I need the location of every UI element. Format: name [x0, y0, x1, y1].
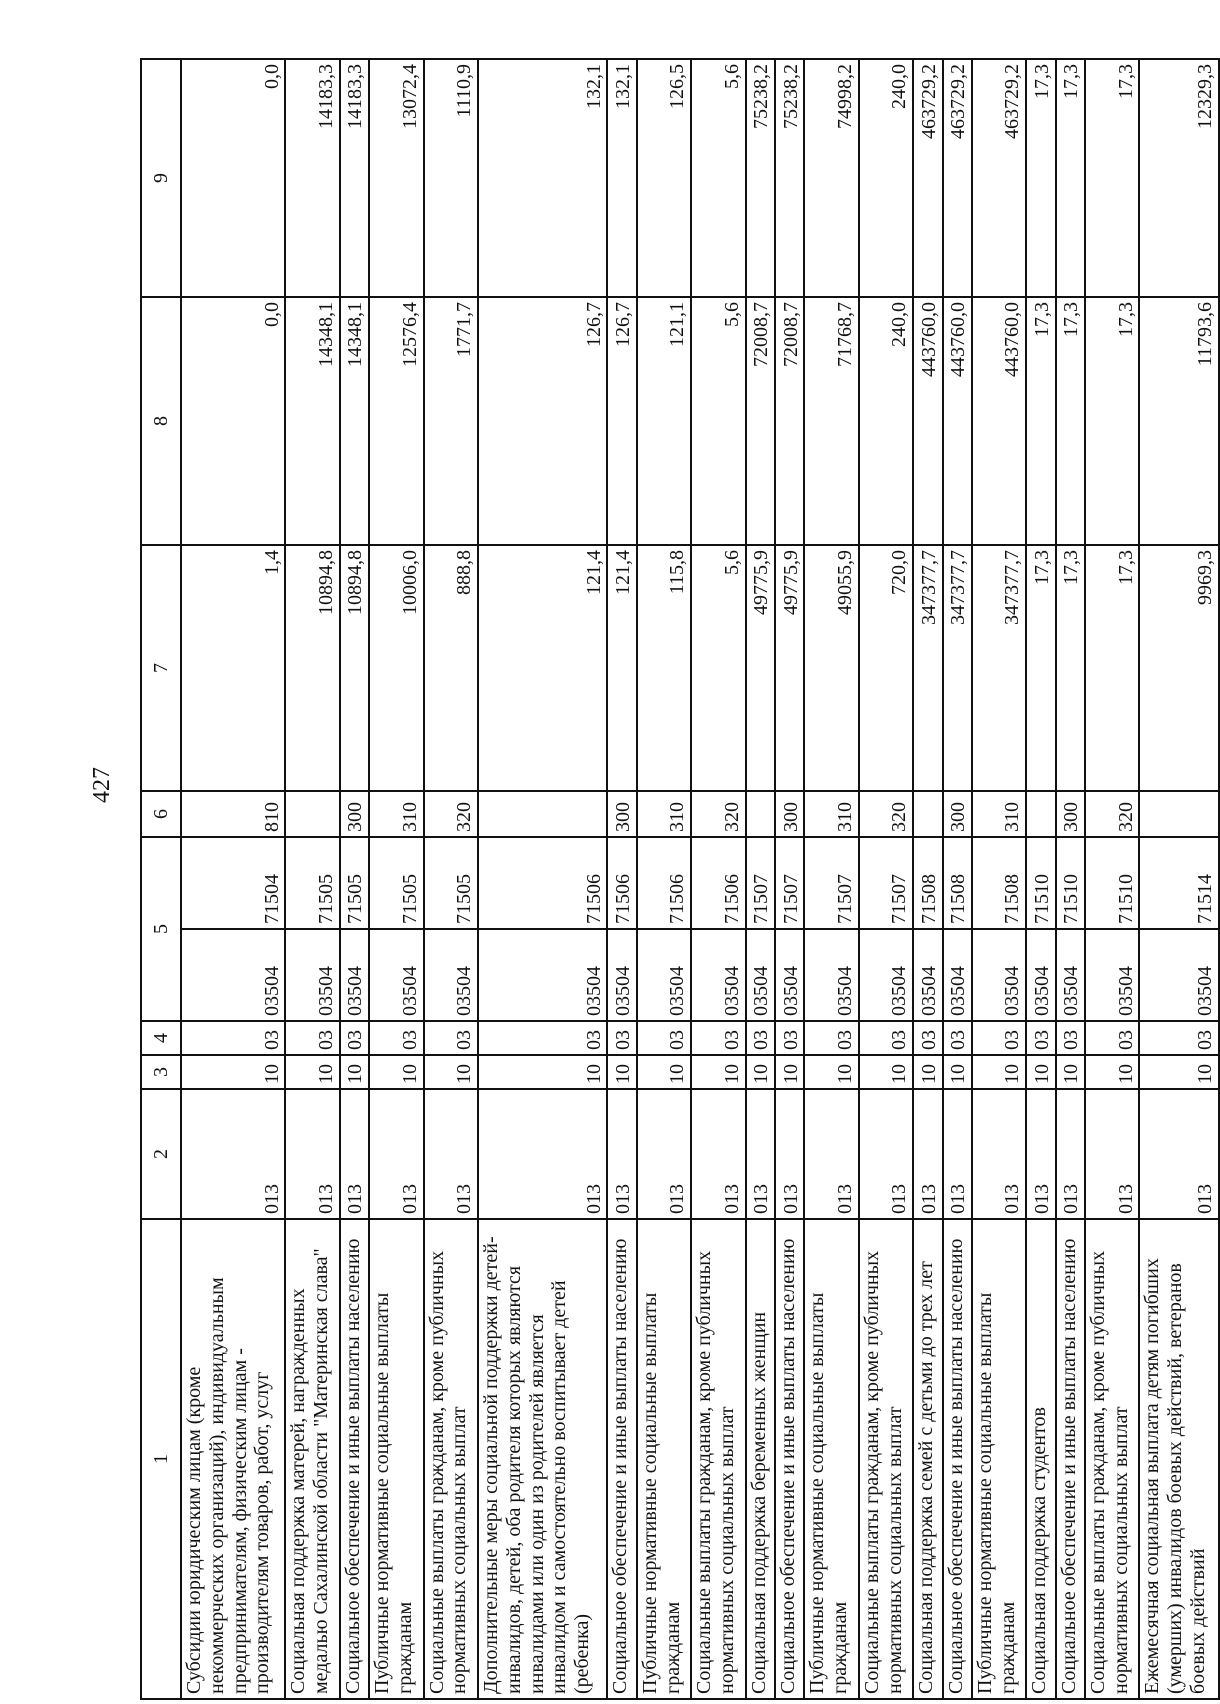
cell-subsection: 03: [637, 1021, 691, 1055]
cell-amount-col7: 720,0: [859, 545, 913, 791]
cell-amount-col7: 1,4: [181, 545, 285, 791]
header-col-3: 3: [141, 1055, 181, 1089]
cell-expense-type: 310: [637, 791, 691, 837]
cell-subsection: 03: [424, 1021, 478, 1055]
cell-amount-col7: 49775,9: [775, 545, 804, 791]
cell-amount-col7: 17,3: [1085, 545, 1139, 791]
cell-section: 10: [913, 1055, 942, 1089]
cell-section: 10: [775, 1055, 804, 1089]
cell-name: Социальные выплаты гражданам, кроме публичных нормативных социальных выплат: [691, 1219, 745, 1699]
cell-amount-col7: 121,4: [607, 545, 636, 791]
cell-program-code: 03504: [1139, 929, 1219, 1021]
header-col-6: 6: [141, 791, 181, 837]
table-row-17: [1026, 59, 1055, 1699]
cell-admin-code: 013: [775, 1089, 804, 1219]
cell-amount-col8: 121,1: [637, 297, 691, 545]
cell-amount-col8: 126,7: [607, 297, 636, 545]
cell-admin-code: 013: [369, 1089, 423, 1219]
cell-name: Социальные выплаты гражданам, кроме публичных нормативных социальных выплат: [424, 1219, 478, 1699]
cell-expense-type: 310: [804, 791, 858, 837]
cell-expense-type: 310: [369, 791, 423, 837]
budget-table: [140, 58, 1220, 1700]
cell-name: Публичные нормативные социальные выплаты гражданам: [972, 1219, 1026, 1699]
budget-table-rotated: [140, 60, 1220, 1700]
cell-admin-code: 013: [340, 1089, 369, 1219]
cell-target-code: 71504: [181, 837, 285, 929]
cell-target-code: 71508: [943, 837, 972, 929]
table-row-15: [943, 59, 972, 1699]
cell-admin-code: 013: [478, 1089, 607, 1219]
header-col-9: 9: [141, 59, 181, 297]
cell-target-code: 71505: [369, 837, 423, 929]
cell-section: 10: [943, 1055, 972, 1089]
cell-amount-col7: 5,6: [691, 545, 745, 791]
cell-expense-type: 320: [1085, 791, 1139, 837]
table-row-9: [691, 59, 745, 1699]
cell-subsection: 03: [478, 1021, 607, 1055]
cell-amount-col8: 14348,1: [340, 297, 369, 545]
table-row-20: [1139, 59, 1219, 1699]
cell-amount-col9: 1110,9: [424, 59, 478, 297]
cell-subsection: 03: [285, 1021, 339, 1055]
cell-name: Социальное обеспечение и иные выплаты населению: [340, 1219, 369, 1699]
cell-name: Публичные нормативные социальные выплаты гражданам: [804, 1219, 858, 1699]
cell-amount-col9: 12329,3: [1139, 59, 1219, 297]
cell-expense-type: [285, 791, 339, 837]
cell-amount-col8: 126,7: [478, 297, 607, 545]
cell-amount-col7: 10006,0: [369, 545, 423, 791]
cell-program-code: 03504: [746, 929, 775, 1021]
cell-admin-code: 013: [1139, 1089, 1219, 1219]
cell-section: 10: [478, 1055, 607, 1089]
cell-program-code: 03504: [340, 929, 369, 1021]
cell-name: Социальное обеспечение и иные выплаты населению: [607, 1219, 636, 1699]
page-number: 427: [89, 767, 115, 803]
cell-amount-col7: 10894,8: [285, 545, 339, 791]
cell-program-code: 03504: [1056, 929, 1085, 1021]
cell-section: 10: [746, 1055, 775, 1089]
cell-amount-col7: 17,3: [1056, 545, 1085, 791]
cell-section: 10: [859, 1055, 913, 1089]
header-col-5: 5: [141, 837, 181, 1021]
cell-target-code: 71508: [913, 837, 942, 929]
cell-amount-col9: 132,1: [478, 59, 607, 297]
cell-amount-col8: 17,3: [1056, 297, 1085, 545]
cell-expense-type: [1139, 791, 1219, 837]
cell-amount-col9: 13072,4: [369, 59, 423, 297]
cell-amount-col8: 14348,1: [285, 297, 339, 545]
cell-amount-col8: 443760,0: [943, 297, 972, 545]
cell-expense-type: 300: [607, 791, 636, 837]
cell-expense-type: [746, 791, 775, 837]
cell-name: Дополнительные меры социальной поддержки детей-инвалидов, детей, оба родителя которых являются инвалидами или один из родителей является инвалидом и самостоятельно воспитывает детей (ребенка): [478, 1219, 607, 1699]
table-row-16: [972, 59, 1026, 1699]
header-col-8: 8: [141, 297, 181, 545]
cell-program-code: 03504: [1085, 929, 1139, 1021]
cell-target-code: 71505: [424, 837, 478, 929]
cell-expense-type: [478, 791, 607, 837]
cell-amount-col7: 347377,7: [943, 545, 972, 791]
table-row-8: [637, 59, 691, 1699]
cell-expense-type: 310: [972, 791, 1026, 837]
cell-subsection: 03: [181, 1021, 285, 1055]
cell-target-code: 71507: [804, 837, 858, 929]
header-col-7: 7: [141, 545, 181, 791]
cell-expense-type: 320: [859, 791, 913, 837]
cell-section: 10: [369, 1055, 423, 1089]
cell-expense-type: 300: [775, 791, 804, 837]
cell-name: Социальное обеспечение и иные выплаты населению: [943, 1219, 972, 1699]
table-row-10: [746, 59, 775, 1699]
cell-name: Субсидии юридическим лицам (кроме некоммерческих организаций), индивидуальным предпринимателям, физическим лицам - производителям товаров, работ, услуг: [181, 1219, 285, 1699]
cell-name: Социальное обеспечение и иные выплаты населению: [1056, 1219, 1085, 1699]
cell-admin-code: 013: [972, 1089, 1026, 1219]
cell-program-code: 03504: [181, 929, 285, 1021]
cell-amount-col9: 5,6: [691, 59, 745, 297]
cell-amount-col8: 72008,7: [775, 297, 804, 545]
cell-section: 10: [691, 1055, 745, 1089]
cell-expense-type: 810: [181, 791, 285, 837]
cell-section: 10: [340, 1055, 369, 1089]
cell-amount-col8: 12576,4: [369, 297, 423, 545]
cell-section: 10: [607, 1055, 636, 1089]
cell-subsection: 03: [1056, 1021, 1085, 1055]
cell-subsection: 03: [607, 1021, 636, 1055]
header-row: [141, 59, 181, 1699]
cell-amount-col9: 126,5: [637, 59, 691, 297]
cell-admin-code: 013: [859, 1089, 913, 1219]
cell-subsection: 03: [1085, 1021, 1139, 1055]
cell-program-code: 03504: [913, 929, 942, 1021]
cell-amount-col8: 11793,6: [1139, 297, 1219, 545]
cell-amount-col9: 17,3: [1026, 59, 1055, 297]
cell-target-code: 71507: [775, 837, 804, 929]
cell-program-code: 03504: [637, 929, 691, 1021]
cell-program-code: 03504: [607, 929, 636, 1021]
cell-section: 10: [181, 1055, 285, 1089]
cell-subsection: 03: [691, 1021, 745, 1055]
table-row-7: [607, 59, 636, 1699]
cell-name: Социальная поддержка студентов: [1026, 1219, 1055, 1699]
cell-program-code: 03504: [285, 929, 339, 1021]
cell-admin-code: 013: [285, 1089, 339, 1219]
table-row-12: [804, 59, 858, 1699]
cell-expense-type: [1026, 791, 1055, 837]
cell-target-code: 71506: [607, 837, 636, 929]
cell-amount-col9: 463729,2: [913, 59, 942, 297]
cell-name: Социальная поддержка беременных женщин: [746, 1219, 775, 1699]
cell-subsection: 03: [859, 1021, 913, 1055]
cell-name: Социальная поддержка семей с детьми до трех лет: [913, 1219, 942, 1699]
cell-name: Социальное обеспечение и иные выплаты населению: [775, 1219, 804, 1699]
cell-target-code: 71505: [340, 837, 369, 929]
cell-target-code: 71506: [691, 837, 745, 929]
cell-section: 10: [1026, 1055, 1055, 1089]
cell-admin-code: 013: [1085, 1089, 1139, 1219]
cell-section: 10: [424, 1055, 478, 1089]
table-row-13: [859, 59, 913, 1699]
cell-target-code: 71506: [637, 837, 691, 929]
cell-program-code: 03504: [775, 929, 804, 1021]
cell-program-code: 03504: [972, 929, 1026, 1021]
cell-expense-type: 320: [424, 791, 478, 837]
cell-subsection: 03: [746, 1021, 775, 1055]
table-row-2: [285, 59, 339, 1699]
cell-admin-code: 013: [943, 1089, 972, 1219]
table-row-5: [424, 59, 478, 1699]
cell-amount-col7: 115,8: [637, 545, 691, 791]
cell-target-code: 71510: [1085, 837, 1139, 929]
cell-section: 10: [804, 1055, 858, 1089]
cell-section: 10: [1085, 1055, 1139, 1089]
cell-subsection: 03: [1139, 1021, 1219, 1055]
cell-amount-col9: 240,0: [859, 59, 913, 297]
cell-amount-col8: 1771,7: [424, 297, 478, 545]
cell-amount-col9: 14183,3: [340, 59, 369, 297]
cell-program-code: 03504: [424, 929, 478, 1021]
cell-subsection: 03: [775, 1021, 804, 1055]
cell-amount-col7: 121,4: [478, 545, 607, 791]
cell-expense-type: 320: [691, 791, 745, 837]
cell-program-code: 03504: [1026, 929, 1055, 1021]
cell-target-code: 71507: [746, 837, 775, 929]
cell-amount-col7: 347377,7: [972, 545, 1026, 791]
cell-amount-col8: 240,0: [859, 297, 913, 545]
cell-name: Социальная поддержка матерей, награжденных медалью Сахалинской области "Материнская слава": [285, 1219, 339, 1699]
cell-amount-col8: 71768,7: [804, 297, 858, 545]
cell-name: Социальные выплаты гражданам, кроме публичных нормативных социальных выплат: [1085, 1219, 1139, 1699]
cell-amount-col8: 443760,0: [913, 297, 942, 545]
table-row-11: [775, 59, 804, 1699]
cell-name: Социальные выплаты гражданам, кроме публичных нормативных социальных выплат: [859, 1219, 913, 1699]
cell-admin-code: 013: [746, 1089, 775, 1219]
cell-name: Ежемесячная социальная выплата детям погибших (умерших) инвалидов боевых действий, ветеранов боевых действий: [1139, 1219, 1219, 1699]
cell-admin-code: 013: [637, 1089, 691, 1219]
cell-amount-col8: 443760,0: [972, 297, 1026, 545]
cell-amount-col8: 5,6: [691, 297, 745, 545]
cell-subsection: 03: [913, 1021, 942, 1055]
cell-admin-code: 013: [424, 1089, 478, 1219]
cell-amount-col9: 14183,3: [285, 59, 339, 297]
cell-amount-col9: 75238,2: [746, 59, 775, 297]
cell-amount-col8: 72008,7: [746, 297, 775, 545]
cell-amount-col7: 347377,7: [913, 545, 942, 791]
cell-subsection: 03: [972, 1021, 1026, 1055]
cell-admin-code: 013: [913, 1089, 942, 1219]
cell-target-code: 71514: [1139, 837, 1219, 929]
cell-section: 10: [285, 1055, 339, 1089]
cell-expense-type: [913, 791, 942, 837]
cell-amount-col9: 132,1: [607, 59, 636, 297]
header-col-4: 4: [141, 1021, 181, 1055]
table-row-6: [478, 59, 607, 1699]
cell-target-code: 71507: [859, 837, 913, 929]
cell-amount-col9: 0,0: [181, 59, 285, 297]
cell-amount-col9: 463729,2: [943, 59, 972, 297]
table-row-19: [1085, 59, 1139, 1699]
cell-target-code: 71505: [285, 837, 339, 929]
cell-admin-code: 013: [1056, 1089, 1085, 1219]
cell-program-code: 03504: [691, 929, 745, 1021]
cell-target-code: 71510: [1056, 837, 1085, 929]
cell-target-code: 71506: [478, 837, 607, 929]
table-row-1: [181, 59, 285, 1699]
cell-subsection: 03: [804, 1021, 858, 1055]
cell-expense-type: 300: [340, 791, 369, 837]
cell-target-code: 71508: [972, 837, 1026, 929]
cell-name: Публичные нормативные социальные выплаты гражданам: [637, 1219, 691, 1699]
cell-program-code: 03504: [859, 929, 913, 1021]
cell-section: 10: [1056, 1055, 1085, 1089]
table-row-3: [340, 59, 369, 1699]
cell-target-code: 71510: [1026, 837, 1055, 929]
cell-amount-col7: 10894,8: [340, 545, 369, 791]
cell-section: 10: [637, 1055, 691, 1089]
cell-amount-col7: 9969,3: [1139, 545, 1219, 791]
cell-expense-type: 300: [943, 791, 972, 837]
table-body: [181, 59, 1219, 1699]
cell-amount-col9: 463729,2: [972, 59, 1026, 297]
cell-program-code: 03504: [804, 929, 858, 1021]
table-row-14: [913, 59, 942, 1699]
cell-program-code: 03504: [478, 929, 607, 1021]
cell-amount-col7: 49055,9: [804, 545, 858, 791]
cell-amount-col9: 17,3: [1085, 59, 1139, 297]
cell-admin-code: 013: [181, 1089, 285, 1219]
cell-amount-col8: 17,3: [1026, 297, 1055, 545]
cell-admin-code: 013: [1026, 1089, 1055, 1219]
cell-admin-code: 013: [804, 1089, 858, 1219]
table-row-18: [1056, 59, 1085, 1699]
cell-subsection: 03: [943, 1021, 972, 1055]
cell-amount-col9: 17,3: [1056, 59, 1085, 297]
cell-amount-col9: 74998,2: [804, 59, 858, 297]
cell-admin-code: 013: [691, 1089, 745, 1219]
cell-name: Публичные нормативные социальные выплаты гражданам: [369, 1219, 423, 1699]
table-row-4: [369, 59, 423, 1699]
cell-amount-col7: 49775,9: [746, 545, 775, 791]
cell-subsection: 03: [369, 1021, 423, 1055]
cell-section: 10: [972, 1055, 1026, 1089]
cell-expense-type: 300: [1056, 791, 1085, 837]
cell-amount-col8: 0,0: [181, 297, 285, 545]
cell-amount-col9: 75238,2: [775, 59, 804, 297]
cell-subsection: 03: [340, 1021, 369, 1055]
cell-amount-col7: 888,8: [424, 545, 478, 791]
header-col-1: 1: [141, 1219, 181, 1699]
cell-section: 10: [1139, 1055, 1219, 1089]
cell-program-code: 03504: [943, 929, 972, 1021]
cell-program-code: 03504: [369, 929, 423, 1021]
header-col-2: 2: [141, 1089, 181, 1219]
cell-amount-col7: 17,3: [1026, 545, 1055, 791]
cell-amount-col8: 17,3: [1085, 297, 1139, 545]
cell-admin-code: 013: [607, 1089, 636, 1219]
cell-subsection: 03: [1026, 1021, 1055, 1055]
